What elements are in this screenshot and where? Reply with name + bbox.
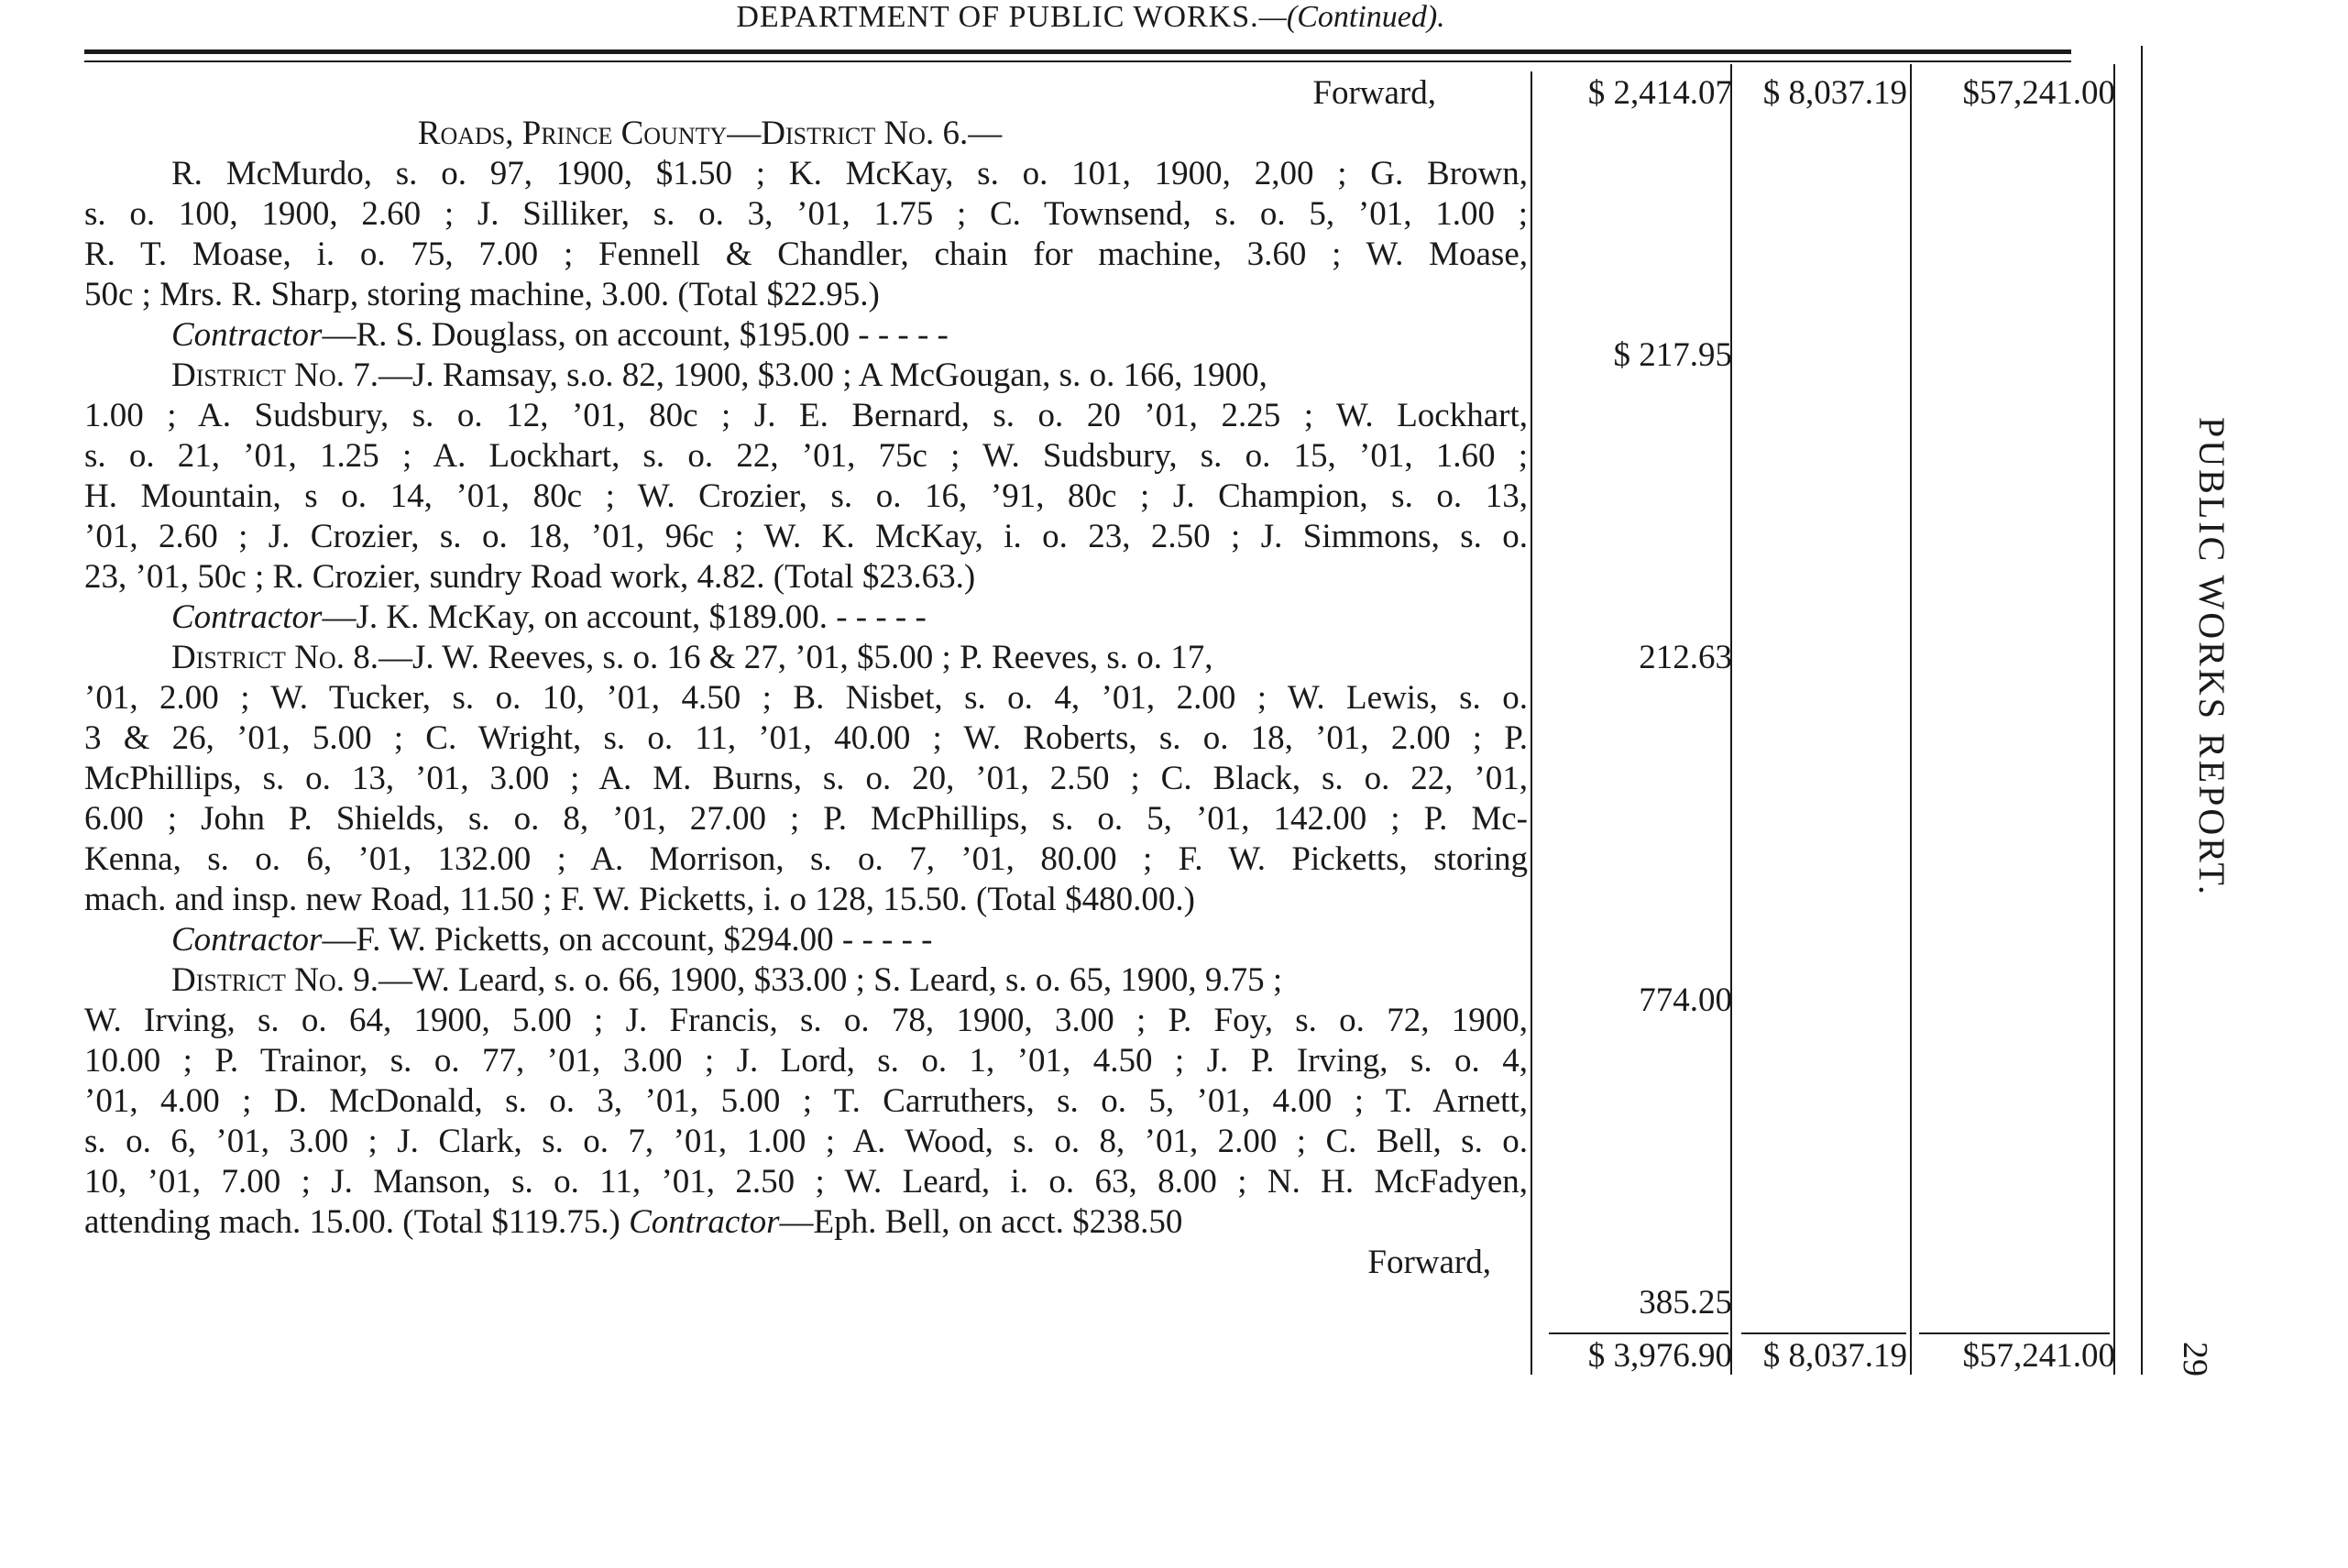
text-line-15: 3 & 26, ’01, 5.00 ; C. Wright, s. o. 11, ’01, 40.00 ; W. Roberts, s. o. 18, ’01, 2.00 ; P. — [84, 719, 1528, 757]
forward-bottom-col3: $57,241.00 — [1962, 1337, 2115, 1375]
contractor-label: Contractor — [629, 1203, 780, 1241]
text-line-4: 50c ; Mrs. R. Sharp, storing machine, 3.00. (Total $22.95.) — [84, 276, 880, 313]
text-line-9: H. Mountain, s o. 14, ’01, 80c ; W. Crozier, s. o. 16, ’91, 80c ; J. Champion, s. o. 13, — [84, 477, 1528, 515]
running-title: PUBLIC WORKS REPORT. — [2191, 417, 2233, 897]
text-line-1: R. McMurdo, s. o. 97, 1900, $1.50 ; K. McKay, s. o. 101, 1900, 2,00 ; G. Brown, — [171, 155, 1528, 192]
forward-bottom-label: Forward, — [1367, 1244, 1491, 1281]
text-line-11: 23, ’01, 50c ; R. Crozier, sundry Road work, 4.82. (Total $23.63.) — [84, 558, 976, 596]
forward-bottom-col2: $ 8,037.19 — [1762, 1337, 1907, 1375]
amount-district-9: 385.25 — [1639, 1284, 1732, 1321]
text-line-19: mach. and insp. new Road, 11.50 ; F. W. Picketts, i. o 128, 15.50. (Total $480.00.) — [84, 881, 1195, 918]
text-line-17: 6.00 ; John P. Shields, s. o. 8, ’01, 27.00 ; P. McPhillips, s. o. 5, ’01, 142.00 ; P. Mc- — [84, 800, 1528, 838]
sum-rule-col3 — [1919, 1332, 2110, 1334]
amount-district-6: $ 217.95 — [1613, 336, 1732, 374]
text-line-21: —W. Leard, s. o. 66, 1900, $33.00 ; S. Leard, s. o. 65, 1900, 9.75 ; — [378, 961, 1283, 999]
text-line-6: —J. Ramsay, s.o. 82, 1900, $3.00 ; A McGougan, s. o. 166, 1900, — [378, 356, 1267, 394]
text-line-2: s. o. 100, 1900, 2.60 ; J. Silliker, s. o. 3, ’01, 1.75 ; C. Townsend, s. o. 5, ’01, 1.00 ; — [84, 195, 1528, 233]
amount-district-8: 774.00 — [1639, 981, 1732, 1019]
contractor-line-d7 — [84, 598, 1528, 638]
forward-top-col3: $57,241.00 — [1962, 74, 2115, 112]
forward-top-col1: $ 2,414.07 — [1587, 74, 1732, 112]
text-line-7: 1.00 ; A. Sudsbury, s. o. 12, ’01, 80c ; J. E. Bernard, s. o. 20 ’01, 2.25 ; W. Lockhart, — [84, 397, 1528, 434]
contractor-text-d7: —J. K. McKay, on account, $189.00. - - - - - — [322, 598, 927, 636]
text-line-14: ’01, 2.00 ; W. Tucker, s. o. 10, ’01, 4.50 ; B. Nisbet, s. o. 4, ’01, 2.00 ; W. Lewis, s. o. — [84, 679, 1528, 717]
column-rule-1 — [1531, 71, 1532, 1375]
column-rule-4 — [2113, 64, 2115, 1375]
ledger-text — [84, 73, 1528, 1283]
contractor-label: Contractor — [171, 921, 323, 959]
contractor-label: Contractor — [171, 316, 323, 354]
contractor-line-d6 — [84, 315, 1528, 356]
column-rule-3 — [1910, 64, 1912, 1375]
text-line-13: —J. W. Reeves, s. o. 16 & 27, ’01, $5.00 ; P. Reeves, s. o. 17, — [378, 639, 1213, 676]
margin-rule — [2141, 46, 2143, 1375]
forward-top-col2: $ 8,037.19 — [1762, 74, 1907, 112]
text-line-27-start: attending mach. 15.00. (Total $119.75.) — [84, 1203, 630, 1241]
text-line-18: Kenna, s. o. 6, ’01, 132.00 ; A. Morrison, s. o. 7, ’01, 80.00 ; F. W. Picketts, storing — [84, 840, 1528, 878]
text-line-25: s. o. 6, ’01, 3.00 ; J. Clark, s. o. 7, ’01, 1.00 ; A. Wood, s. o. 8, ’01, 2.00 ; C. Bell, s. o. — [84, 1123, 1528, 1160]
district-8-label: District No. 8. — [171, 639, 379, 676]
page-header — [642, 0, 1540, 35]
contractor-text-d9: —Eph. Bell, on acct. $238.50 — [779, 1203, 1183, 1241]
header-title: DEPARTMENT OF PUBLIC WORKS. — [736, 0, 1259, 34]
header-rule-thin — [84, 60, 2071, 62]
forward-top-label: Forward, — [1312, 74, 1436, 112]
district-7-line — [84, 356, 1528, 396]
text-line-27 — [84, 1202, 1528, 1243]
amount-district-7: 212.63 — [1639, 639, 1732, 676]
text-line-22: W. Irving, s. o. 64, 1900, 5.00 ; J. Francis, s. o. 78, 1900, 3.00 ; P. Foy, s. o. 72, 1900, — [84, 1002, 1528, 1039]
contractor-label: Contractor — [171, 598, 323, 636]
header-continued: —(Continued). — [1258, 0, 1445, 34]
district-7-label: District No. 7. — [171, 356, 379, 394]
column-rule-2 — [1730, 64, 1732, 1375]
page-number: 29 — [2176, 1342, 2214, 1376]
text-line-3: R. T. Moase, i. o. 75, 7.00 ; Fennell & Chandler, chain for machine, 3.60 ; W. Moase, — [84, 236, 1528, 273]
text-line-24: ’01, 4.00 ; D. McDonald, s. o. 3, ’01, 5.00 ; T. Carruthers, s. o. 5, ’01, 4.00 ; T. Arnett, — [84, 1082, 1528, 1120]
header-rule-thick — [84, 49, 2071, 54]
text-line-26: 10, ’01, 7.00 ; J. Manson, s. o. 11, ’01, 2.50 ; W. Leard, i. o. 63, 8.00 ; N. H. McFadyen, — [84, 1163, 1528, 1201]
text-line-8: s. o. 21, ’01, 1.25 ; A. Lockhart, s. o. 22, ’01, 75c ; W. Sudsbury, s. o. 15, ’01, 1.60 ; — [84, 437, 1528, 475]
district-9-line — [84, 960, 1528, 1001]
text-line-23: 10.00 ; P. Trainor, s. o. 77, ’01, 3.00 ; J. Lord, s. o. 1, ’01, 4.50 ; J. P. Irving, s. o. 4, — [84, 1042, 1528, 1080]
district-9-label: District No. 9. — [171, 961, 379, 999]
text-line-16: McPhillips, s. o. 13, ’01, 3.00 ; A. M. Burns, s. o. 20, ’01, 2.50 ; C. Black, s. o. 22, ’01, — [84, 760, 1528, 797]
contractor-text-d6: —R. S. Douglass, on account, $195.00 - - - - - — [322, 316, 949, 354]
sum-rule-col2 — [1741, 1332, 1906, 1334]
section-heading: Roads, Prince County—District No. 6.— — [417, 115, 1003, 152]
text-line-10: ’01, 2.60 ; J. Crozier, s. o. 18, ’01, 96c ; W. K. McKay, i. o. 23, 2.50 ; J. Simmons, s. o. — [84, 518, 1528, 555]
contractor-text-d8: —F. W. Picketts, on account, $294.00 - - - - - — [322, 921, 933, 959]
district-8-line — [84, 638, 1528, 678]
forward-bottom-col1: $ 3,976.90 — [1587, 1337, 1732, 1375]
sum-rule-col1 — [1549, 1332, 1728, 1334]
contractor-line-d8 — [84, 920, 1528, 960]
